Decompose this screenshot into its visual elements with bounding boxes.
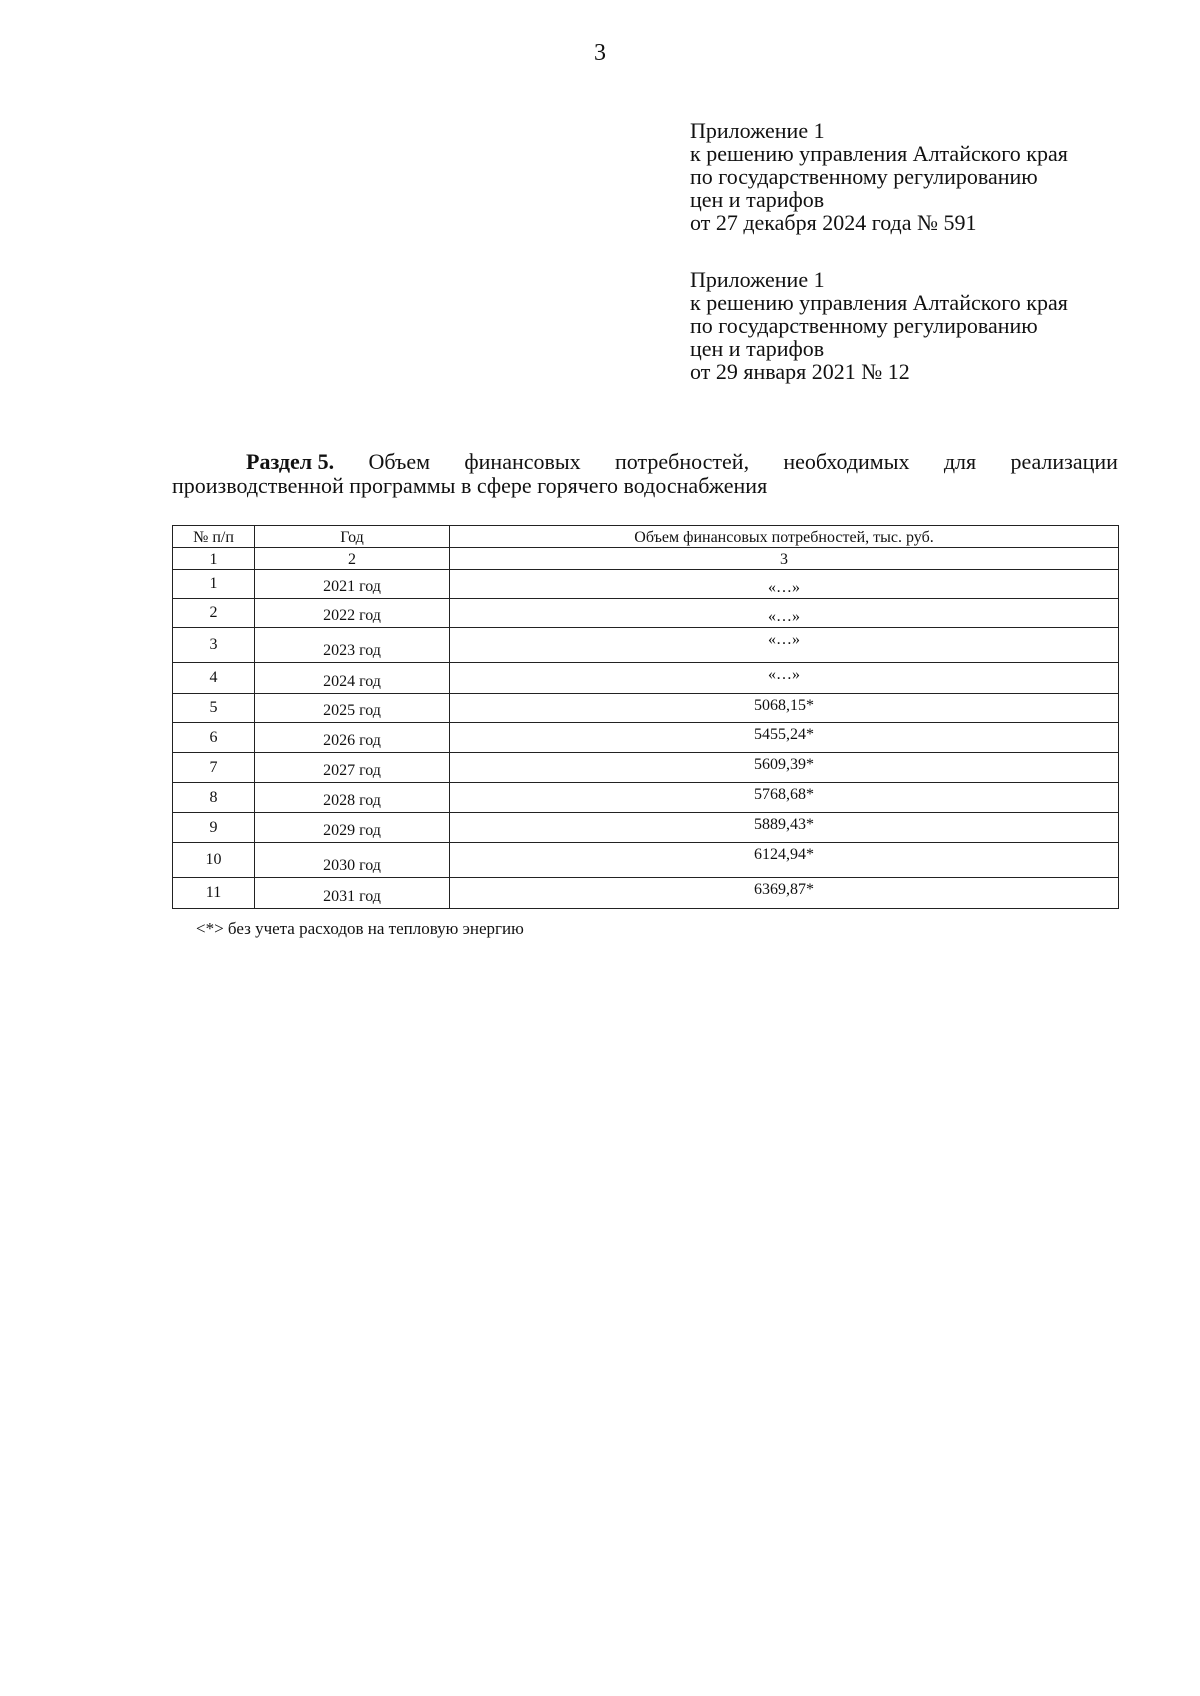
appendix-line: Приложение 1 bbox=[690, 267, 825, 292]
row-value: 5455,24* bbox=[450, 723, 1119, 753]
row-value: «…» bbox=[450, 599, 1119, 628]
section-word: для bbox=[943, 449, 977, 474]
appendix-line: по государственному регулированию bbox=[690, 164, 1038, 189]
section-word: финансовых bbox=[464, 449, 581, 474]
row-number: 10 bbox=[173, 843, 255, 878]
row-value: «…» bbox=[450, 628, 1119, 663]
appendix-line: к решению управления Алтайского края bbox=[690, 141, 1068, 166]
column-number: 2 bbox=[255, 548, 450, 570]
row-number: 1 bbox=[173, 570, 255, 599]
row-year: 2030 год bbox=[255, 843, 450, 878]
table-row bbox=[173, 753, 1119, 783]
row-value: 5889,43* bbox=[450, 813, 1119, 843]
row-number: 8 bbox=[173, 783, 255, 813]
table-row bbox=[173, 570, 1119, 599]
appendix-block-original bbox=[690, 268, 1068, 383]
row-year: 2025 год bbox=[255, 694, 450, 723]
section-word: потребностей, bbox=[615, 449, 750, 474]
row-number: 4 bbox=[173, 663, 255, 694]
column-number: 1 bbox=[173, 548, 255, 570]
row-value: 6369,87* bbox=[450, 878, 1119, 909]
section-word: необходимых bbox=[783, 449, 910, 474]
row-number: 6 bbox=[173, 723, 255, 753]
table-row bbox=[173, 813, 1119, 843]
row-number: 2 bbox=[173, 599, 255, 628]
row-value: «…» bbox=[450, 663, 1119, 694]
section-label: Раздел 5. bbox=[246, 449, 335, 474]
section-heading-line1 bbox=[172, 450, 1118, 474]
page-number: 3 bbox=[594, 40, 606, 66]
column-numbers-row bbox=[173, 548, 1119, 570]
section-word: реализации bbox=[1010, 449, 1118, 474]
row-year: 2024 год bbox=[255, 663, 450, 694]
table-row bbox=[173, 878, 1119, 909]
row-value: 6124,94* bbox=[450, 843, 1119, 878]
row-value: 5768,68* bbox=[450, 783, 1119, 813]
row-year: 2027 год bbox=[255, 753, 450, 783]
header-year: Год bbox=[255, 526, 450, 548]
row-value: 5068,15* bbox=[450, 694, 1119, 723]
row-year: 2021 год bbox=[255, 570, 450, 599]
row-number: 5 bbox=[173, 694, 255, 723]
row-number: 7 bbox=[173, 753, 255, 783]
table-row bbox=[173, 599, 1119, 628]
row-number: 9 bbox=[173, 813, 255, 843]
table-row bbox=[173, 628, 1119, 663]
financial-needs-table bbox=[172, 525, 1119, 909]
appendix-block-current bbox=[690, 119, 1068, 234]
section-word: Объем bbox=[368, 449, 431, 474]
header-value: Объем финансовых потребностей, тыс. руб. bbox=[450, 526, 1119, 548]
section-heading bbox=[172, 450, 1118, 498]
row-year: 2022 год bbox=[255, 599, 450, 628]
table-row bbox=[173, 663, 1119, 694]
table-row bbox=[173, 783, 1119, 813]
appendix-line: цен и тарифов bbox=[690, 336, 825, 361]
row-number: 11 bbox=[173, 878, 255, 909]
row-year: 2029 год bbox=[255, 813, 450, 843]
table-row bbox=[173, 694, 1119, 723]
appendix-line: к решению управления Алтайского края bbox=[690, 290, 1068, 315]
header-number: № п/п bbox=[173, 526, 255, 548]
row-value: «…» bbox=[450, 570, 1119, 599]
row-year: 2031 год bbox=[255, 878, 450, 909]
appendix-line: от 29 января 2021 № 12 bbox=[690, 359, 910, 384]
appendix-line: Приложение 1 bbox=[690, 118, 825, 143]
row-year: 2026 год bbox=[255, 723, 450, 753]
appendix-line: от 27 декабря 2024 года № 591 bbox=[690, 210, 977, 235]
row-value: 5609,39* bbox=[450, 753, 1119, 783]
appendix-line: цен и тарифов bbox=[690, 187, 825, 212]
column-number: 3 bbox=[450, 548, 1119, 570]
footnote: <*> без учета расходов на тепловую энергию bbox=[196, 919, 524, 938]
row-number: 3 bbox=[173, 628, 255, 663]
table-header-row bbox=[173, 526, 1119, 548]
table-row bbox=[173, 723, 1119, 753]
appendix-line: по государственному регулированию bbox=[690, 313, 1038, 338]
section-heading-line2: производственной программы в сфере горячего водоснабжения bbox=[172, 473, 768, 498]
row-year: 2023 год bbox=[255, 628, 450, 663]
row-year: 2028 год bbox=[255, 783, 450, 813]
table-row bbox=[173, 843, 1119, 878]
